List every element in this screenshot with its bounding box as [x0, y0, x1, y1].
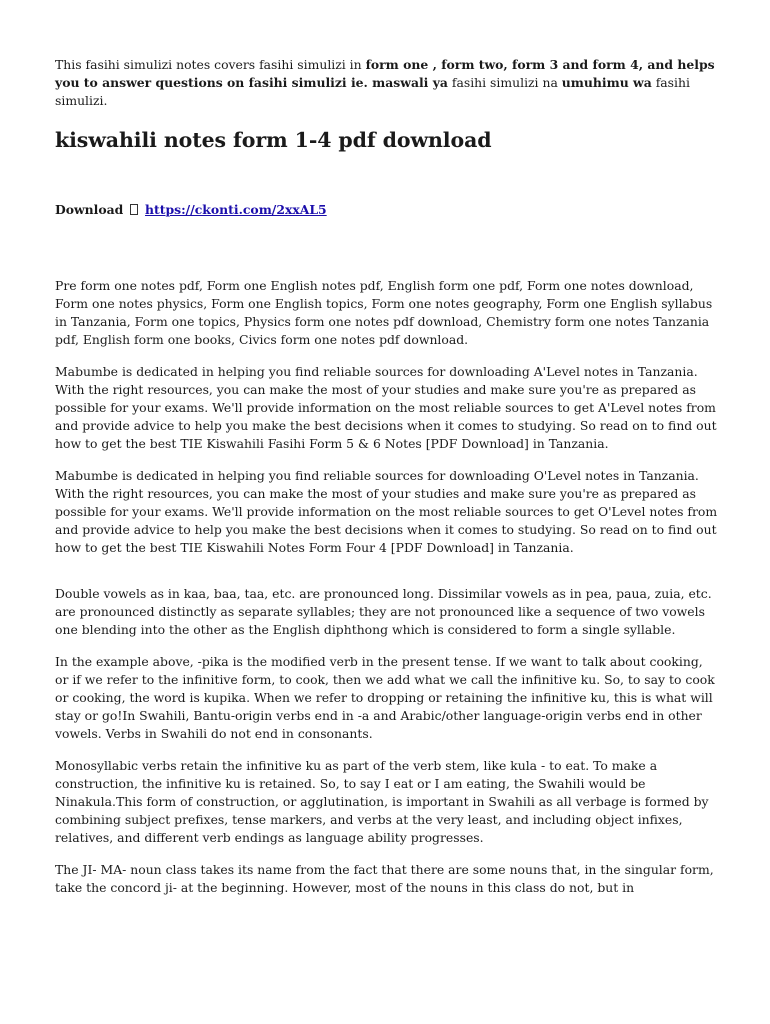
paragraph-monosyllabic-verbs: Monosyllabic verbs retain the infinitive ku as part of the verb stem, like kula - to eat. To make a construction, the infinitive ku is retained. So, to say I eat or I am eating, the Swahili would be Ninakula.This form of construction, or agglutination, is important in Swahili as all verbage is formed by combining subject prefixes, tense markers, and verbs at the very least, and including object infixes, relatives, and different verb endings as language ability progresses. [55, 758, 709, 845]
missing-glyph-icon [130, 204, 138, 215]
download-label: Download [55, 202, 124, 217]
download-link[interactable]: https://ckonti.com/2xxAL5 [145, 202, 327, 217]
paragraph-double-vowels: Double vowels as in kaa, baa, taa, etc. are pronounced long. Dissimilar vowels as in pea, paua, zuia, etc. are pronounced distinctly as separate syllables; they are not pronounced like a sequence of two vowels one blending into the other as the English diphthong which is considered to form a single syllable. [55, 586, 712, 637]
intro-text-1: This fasihi simulizi notes covers fasihi simulizi in [55, 57, 366, 72]
intro-paragraph [55, 56, 720, 110]
download-line [55, 201, 720, 219]
document-page [55, 56, 720, 897]
paragraph-ji-ma-noun-class: The JI- MA- noun class takes its name from the fact that there are some nouns that, in the singular form, take the concord ji- at the beginning. However, most of the nouns in this class do not, but in [55, 862, 714, 895]
paragraph-alevel-notes: Mabumbe is dedicated in helping you find reliable sources for downloading A'Level notes in Tanzania. With the right resources, you can make the most of your studies and make sure you're as prepared as possible for your exams. We'll provide information on the most reliable sources to get A'Level notes from and provide advice to help you make the best decisions when it comes to studying. So read on to find out how to get the best TIE Kiswahili Fasihi Form 5 & 6 Notes [PDF Download] in Tanzania. [55, 364, 717, 451]
paragraph-infinitive-ku: In the example above, -pika is the modified verb in the present tense. If we want to talk about cooking, or if we refer to the infinitive form, to cook, then we add what we call the infinitive ku. So, to say to cook or cooking, the word is kupika. When we refer to dropping or retaining the infinitive ku, this is what will stay or go!In Swahili, Bantu-origin verbs end in -a and Arabic/other language-origin verbs end in other vowels. Verbs in Swahili do not end in consonants. [55, 654, 715, 741]
intro-bold-1: form one , form two, form 3 and form 4, and helps you to answer questions on fasihi simulizi ie. maswali ya [55, 57, 715, 90]
intro-text-3: fasihi simulizi. [55, 75, 690, 108]
intro-bold-2: umuhimu wa [561, 75, 652, 90]
paragraph-form-one-notes: Pre form one notes pdf, Form one English notes pdf, English form one pdf, Form one notes download, Form one notes physics, Form one English topics, Form one notes geography, Form one English syllabus in Tanzania, Form one topics, Physics form one notes pdf download, Chemistry form one notes Tanzania pdf, English form one books, Civics form one notes pdf download. [55, 278, 713, 347]
page-title: kiswahili notes form 1-4 pdf download [55, 128, 492, 152]
intro-text-2: fasihi simulizi na [447, 75, 562, 90]
paragraph-olevel-notes: Mabumbe is dedicated in helping you find reliable sources for downloading O'Level notes in Tanzania. With the right resources, you can make the most of your studies and make sure you're as prepared as possible for your exams. We'll provide information on the most reliable sources to get O'Level notes from and provide advice to help you make the best decisions when it comes to studying. So read on to find out how to get the best TIE Kiswahili Notes Form Four 4 [PDF Download] in Tanzania. [55, 468, 718, 555]
